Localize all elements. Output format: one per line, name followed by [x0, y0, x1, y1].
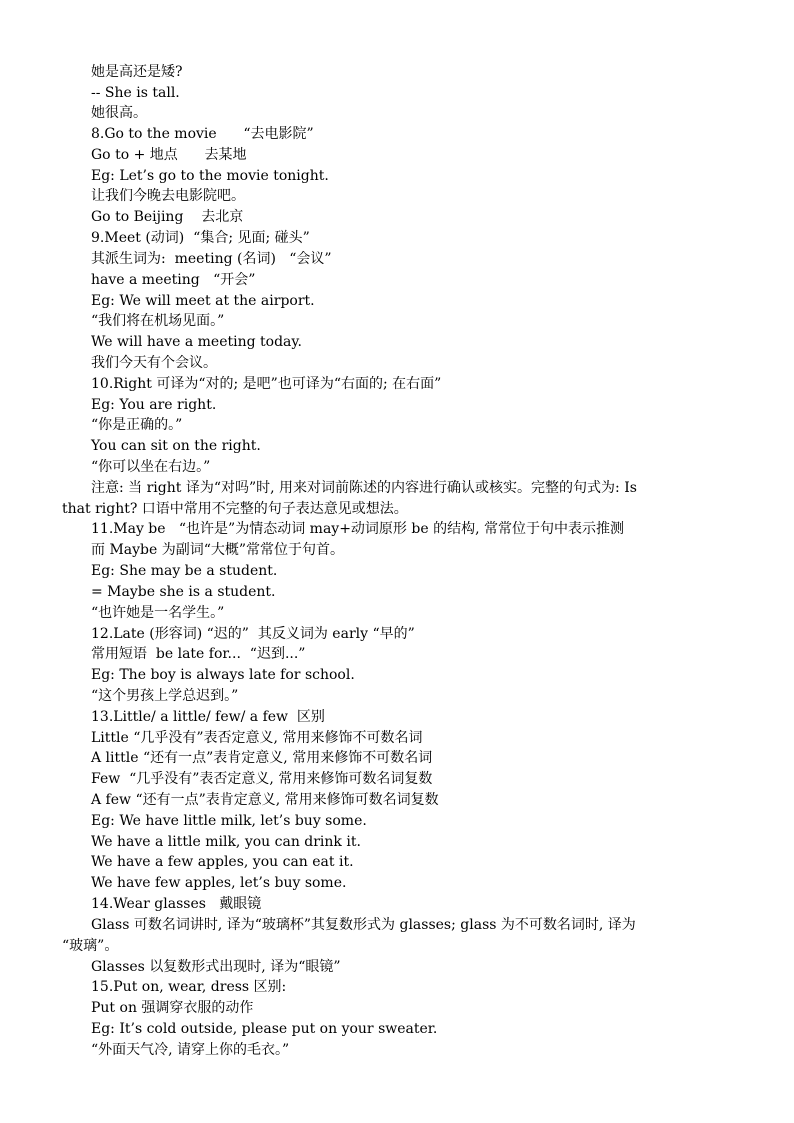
text-line: that right? 口语中常用不完整的句子表达意见或想法。 — [62, 501, 408, 517]
text-line: “这个男孩上学总迟到。” — [91, 688, 239, 704]
text-line: A little “还有一点”表肯定意义, 常用来修饰不可数名词 — [91, 750, 433, 766]
text-line: 我们今天有个会议。 — [91, 355, 217, 371]
text-line: Go to Beijing 去北京 — [91, 209, 244, 225]
text-line: Glasses 以复数形式出现时, 译为“眼镜” — [91, 959, 341, 975]
text-line: Glass 可数名词讲时, 译为“玻璃杯”其复数形式为 glasses; glass 为不可数名词时, 译为 — [91, 917, 636, 933]
text-line: 12.Late (形容词) “迟的” 其反义词为 early “早的” — [91, 626, 415, 642]
text-line: 9.Meet (动词) “集合; 见面; 碰头” — [91, 230, 310, 246]
text-line: “你可以坐在右边。” — [91, 459, 211, 475]
text-line: 8.Go to the movie “去电影院” — [91, 126, 314, 142]
text-line: You can sit on the right. — [91, 438, 261, 454]
text-line: 11.May be “也许是”为情态动词 may+动词原形 be 的结构, 常常位于句中表示推测 — [91, 521, 624, 537]
text-line: “我们将在机场见面。” — [91, 313, 225, 329]
text-line: Eg: The boy is always late for school. — [91, 667, 355, 683]
text-line: 她很高。 — [91, 105, 147, 121]
text-line: Eg: You are right. — [91, 397, 217, 413]
text-line: Eg: It’s cold outside, please put on your sweater. — [91, 1021, 438, 1037]
text-line: 而 Maybe 为副词“大概”常常位于句首。 — [91, 542, 345, 558]
text-line: We will have a meeting today. — [91, 334, 302, 350]
text-line: 其派生词为: meeting (名词) “会议” — [91, 251, 332, 267]
text-line: 常用短语 be late for... “迟到...” — [91, 646, 306, 662]
text-line: A few “还有一点”表肯定意义, 常用来修饰可数名词复数 — [91, 792, 439, 808]
text-line: 13.Little/ a little/ few/ a few 区别 — [91, 709, 325, 725]
text-line: “也许她是一名学生。” — [91, 605, 225, 621]
text-line: 让我们今晚去电影院吧。 — [91, 188, 245, 204]
text-line: Eg: We have little milk, let’s buy some. — [91, 813, 367, 829]
text-line: “你是正确的。” — [91, 417, 183, 433]
text-line: We have few apples, let’s buy some. — [91, 875, 347, 891]
text-line: Eg: We will meet at the airport. — [91, 293, 315, 309]
text-line: Eg: Let’s go to the movie tonight. — [91, 168, 329, 184]
text-line: = Maybe she is a student. — [91, 584, 276, 600]
text-line: “外面天气冷, 请穿上你的毛衣。” — [91, 1042, 290, 1058]
text-line: 10.Right 可译为“对的; 是吧”也可译为“右面的; 在右面” — [91, 376, 442, 392]
text-line: Put on 强调穿衣服的动作 — [91, 1000, 254, 1016]
text-line: -- She is tall. — [91, 85, 180, 101]
text-line: We have a little milk, you can drink it. — [91, 834, 361, 850]
text-line: “玻璃”。 — [62, 938, 119, 954]
text-line: 15.Put on, wear, dress 区别: — [91, 979, 287, 995]
text-line: We have a few apples, you can eat it. — [91, 854, 354, 870]
text-line: have a meeting “开会” — [91, 272, 256, 288]
text-line: Little “几乎没有”表否定意义, 常用来修饰不可数名词 — [91, 730, 423, 746]
text-line: Few “几乎没有”表否定意义, 常用来修饰可数名词复数 — [91, 771, 433, 787]
text-line: Go to + 地点 去某地 — [91, 147, 247, 163]
text-line: Eg: She may be a student. — [91, 563, 278, 579]
text-line: 14.Wear glasses 戴眼镜 — [91, 896, 262, 912]
text-line: 她是高还是矮? — [91, 64, 183, 80]
text-line: 注意: 当 right 译为“对吗”时, 用来对词前陈述的内容进行确认或核实。完整的句式为: Is — [91, 480, 637, 496]
